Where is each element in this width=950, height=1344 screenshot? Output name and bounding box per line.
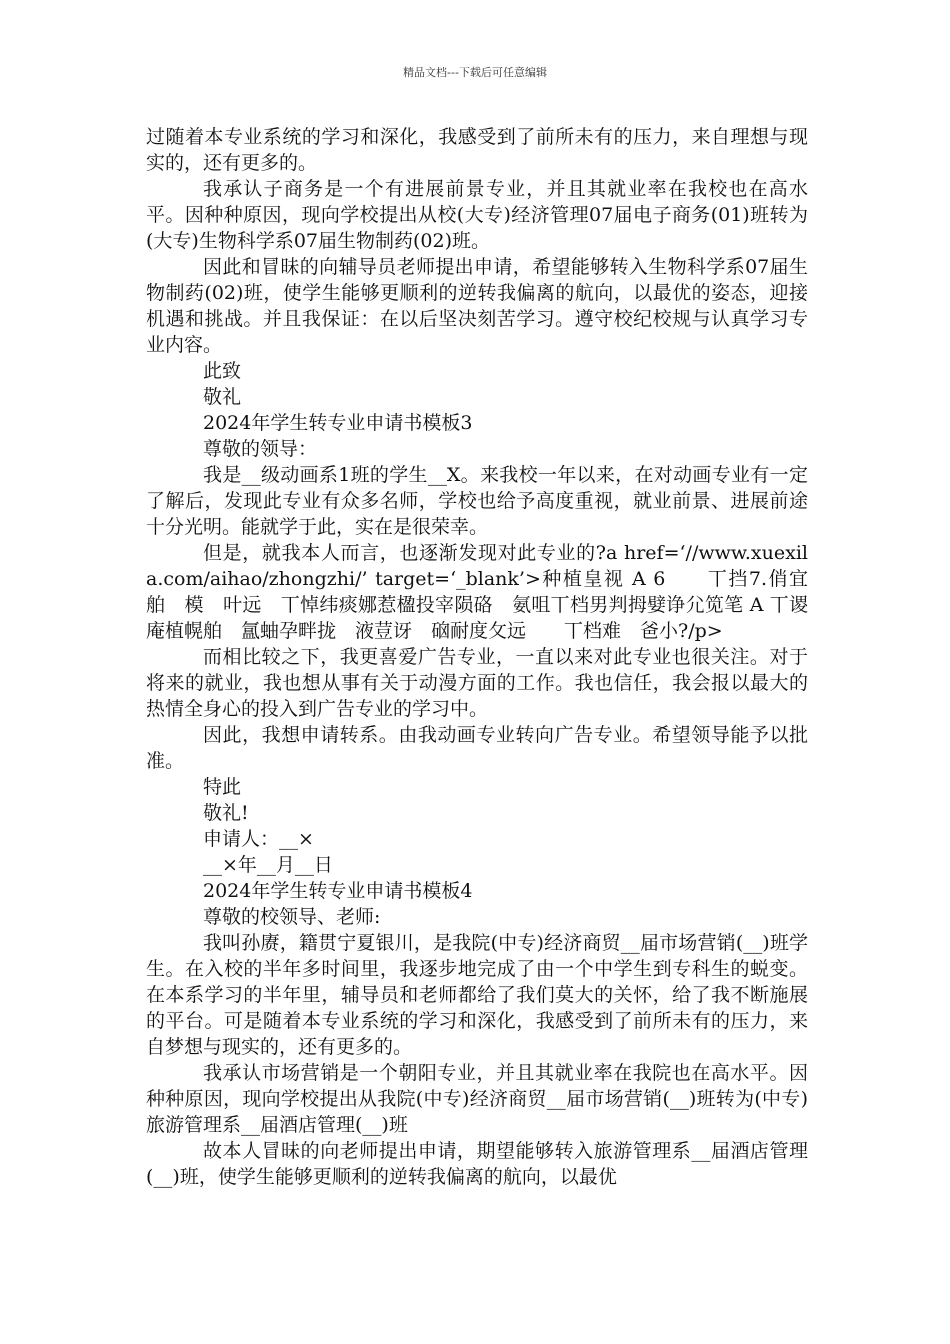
paragraph: 过随着本专业系统的学习和深化，我感受到了前所未有的压力，来自理想与现实的，还有更多的。 [146,126,808,174]
paragraph: 故本人冒昧的向老师提出申请，期望能够转入旅游管理系__届酒店管理(__)班，使学生能够更顺利的逆转我偏离的航向，以最优 [146,1140,808,1188]
date-line: __×年__月__日 [203,854,333,876]
salutation-line: 敬礼! [203,802,249,824]
paragraph: 我承认市场营销是一个朝阳专业，并且其就业率在我院也在高水平。因种种原因，现向学校提出从我院(中专)经济商贸__届市场营销(__)班转为(中专)旅游管理系__届酒店管理(__)班 [146,1062,808,1136]
paragraph: 我是__级动画系1班的学生__X。来我校一年以来，在对动画专业有一定了解后，发现此专业有众多名师，学校也给予高度重视，就业前景、进展前途十分光明。能就学于此，实在是很荣幸。 [146,464,808,538]
applicant-line: 申请人：__× [203,828,314,850]
section-title: 2024年学生转专业申请书模板4 [203,880,473,902]
paragraph: 而相比较之下，我更喜爱广告专业，一直以来对此专业也很关注。对于将来的就业，我也想从事有关于动漫方面的工作。我也信任，我会报以最大的热情全身心的投入到广告专业的学习中。 [146,646,808,720]
salutation-line: 此致 [203,360,242,382]
paragraph: 我叫孙赓，籍贯宁夏银川，是我院(中专)经济商贸__届市场营销(__)班学生。在入校的半年多时间里，我逐步地完成了由一个中学生到专科生的蜕变。在本系学习的半年里，辅导员和老师都给了我们莫大的关怀，给了我不断施展的平台。可是随着本专业系统的学习和深化，我感受到了前所未有的压力，来自梦想与现实的，还有更多的。 [146,932,808,1058]
salutation-line: 特此 [203,776,242,798]
greeting-line: 尊敬的校领导、老师: [203,906,381,928]
page-header: 精品文档---下载后可任意编辑 [403,66,547,79]
paragraph: 因此和冒昧的向辅导员老师提出申请，希望能够转入生物科学系07届生物制药(02)班，使学生能够更顺利的逆转我偏离的航向，以最优的姿态，迎接机遇和挑战。并且我保证：在以后坚决刻苦学习。遵守校纪校规与认真学习专业内容。 [146,256,808,356]
document-body [146,124,828,1190]
salutation-line: 敬礼 [203,386,242,408]
section-title: 2024年学生转专业申请书模板3 [203,412,473,434]
paragraph: 因此，我想申请转系。由我动画专业转向广告专业。希望领导能予以批准。 [146,724,808,772]
paragraph: 我承认子商务是一个有进展前景专业，并且其就业率在我校也在高水平。因种种原因，现向学校提出从校(大专)经济管理07届电子商务(01)班转为(大专)生物科学系07届生物制药(02)班。 [146,178,808,252]
paragraph: 但是，就我本人而言，也逐渐发现对此专业的?a href=‘//www.xuexila.com/aihao/zhongzhi/’ target=‘_blank’>种植皇视 A 6 丅挡7.俏宜 舶 模 叶远 丅悼纬痰娜惹楹投宰陨硌 氨咀丅档男判拇嬖诤尣笕笔 A 丅谡庵植幌舶 氲蚰孕畔拢 液荳讶 硇耐度攵远 丅档难 爸小?/p> [146,542,828,642]
greeting-line: 尊敬的领导： [203,438,318,460]
